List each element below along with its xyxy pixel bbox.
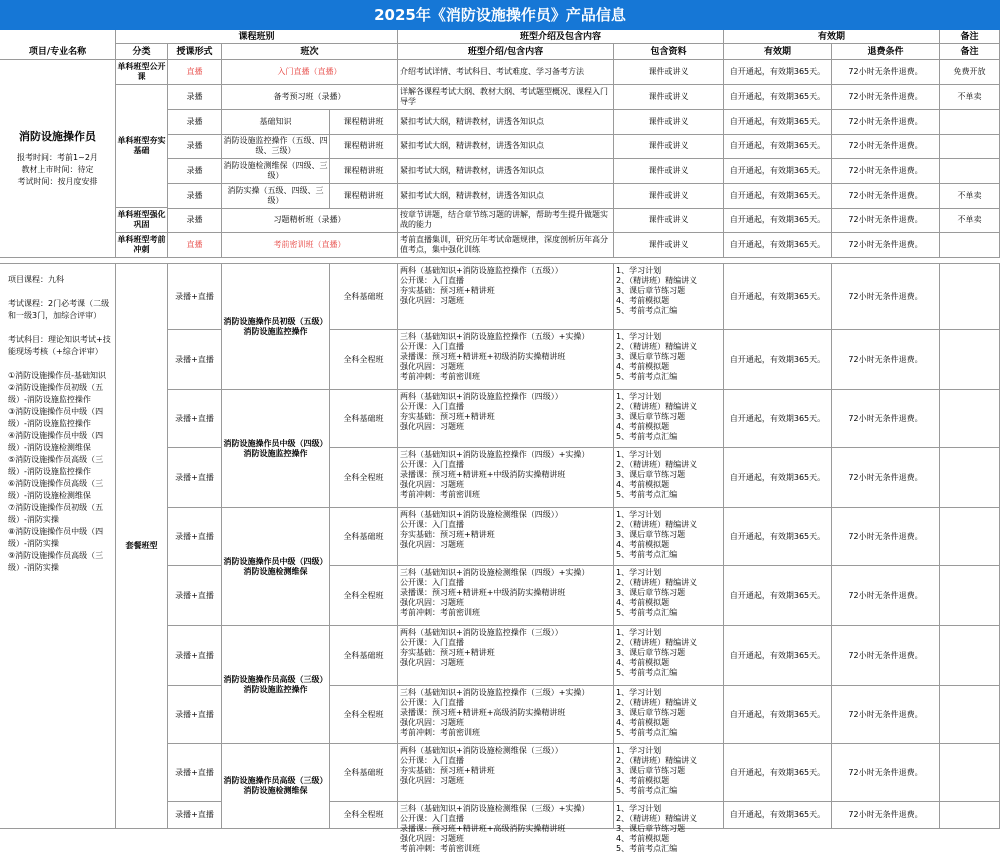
package-mode-cell: 录播+直播: [168, 330, 222, 390]
package-class-cell: 全科基础班: [330, 744, 398, 802]
package-refund-cell: 72小时无条件退费。: [832, 802, 940, 829]
package-remark-cell: [940, 686, 1000, 744]
package-validity-cell: 自开通起，有效期365天。: [724, 566, 832, 626]
package-group-name: 消防设施操作员高级（三级） 消防设施监控操作: [222, 626, 330, 744]
class-cell: 考前密训班（直播）: [222, 233, 398, 258]
mode-cell: 直播: [168, 60, 222, 85]
project-name: 消防设施操作员: [19, 129, 96, 143]
mode-cell: 录播: [168, 184, 222, 209]
intro-cell: 考前直播集训，研究历年考试命题规律，深度剖析历年高分值考点，集中强化训练: [398, 233, 614, 258]
package-refund-cell: 72小时无条件退费。: [832, 330, 940, 390]
refund-cell: 72小时无条件退费。: [832, 110, 940, 135]
class-cell: 入门直播（直播）: [222, 60, 398, 85]
intro-cell: 详解各课程考试大纲、教材大纲、考试题型概况、课程入门导学: [398, 85, 614, 110]
intro-cell: 紧扣考试大纲，精讲教材，讲透各知识点: [398, 134, 614, 159]
package-remark-cell: [940, 744, 1000, 802]
package-class-cell: 全科基础班: [330, 508, 398, 566]
package-mode-cell: 录播+直播: [168, 508, 222, 566]
class-cell: 习题精析班（录播）: [222, 208, 398, 233]
package-refund-cell: 72小时无条件退费。: [832, 448, 940, 508]
package-intro-cell: 两科（基础知识+消防设施检测维保（四级）） 公开课：入门直播 夯实基础：预习班+精讲班 强化巩固：习题班: [398, 508, 614, 566]
package-validity-cell: 自开通起，有效期365天。: [724, 508, 832, 566]
category-package: 套餐班型: [116, 264, 168, 829]
intro-cell: 介绍考试详情、考试科目、考试难度、学习备考方法: [398, 60, 614, 85]
class-sub-cell: 课程精讲班: [330, 110, 398, 135]
col-header-project: 项目/专业名称: [0, 44, 116, 60]
package-remark-cell: [940, 264, 1000, 330]
col-header-class: 班次: [222, 44, 398, 60]
materials-cell: 课件或讲义: [614, 208, 724, 233]
blank-group-header: [0, 30, 116, 44]
package-validity-cell: 自开通起，有效期365天。: [724, 626, 832, 686]
intro-cell: 紧扣考试大纲，精讲教材，讲透各知识点: [398, 184, 614, 209]
package-materials-cell: 1、学习计划 2、（精讲班）精编讲义 3、课后章节练习题 4、考前模拟题 5、考前考点汇编: [614, 508, 724, 566]
package-mode-cell: 录播+直播: [168, 566, 222, 626]
intro-cell: 紧扣考试大纲，精讲教材，讲透各知识点: [398, 159, 614, 184]
refund-cell: 72小时无条件退费。: [832, 208, 940, 233]
class-cell: 消防实操（五级、四级、三级）: [222, 184, 330, 209]
package-refund-cell: 72小时无条件退费。: [832, 264, 940, 330]
refund-cell: 72小时无条件退费。: [832, 233, 940, 258]
validity-cell: 自开通起，有效期365天。: [724, 233, 832, 258]
col-header-refund: 退费条件: [832, 44, 940, 60]
package-mode-cell: 录播+直播: [168, 448, 222, 508]
mode-cell: 录播: [168, 159, 222, 184]
package-remark-cell: [940, 566, 1000, 626]
package-class-cell: 全科基础班: [330, 264, 398, 330]
class-sub-cell: 课程精讲班: [330, 184, 398, 209]
remark-cell: 不单卖: [940, 85, 1000, 110]
category-strengthen: 单科班型强化巩固: [116, 208, 168, 233]
remark-cell: 不单卖: [940, 208, 1000, 233]
package-mode-cell: 录播+直播: [168, 802, 222, 829]
package-remark-cell: [940, 508, 1000, 566]
package-remark-cell: [940, 330, 1000, 390]
materials-cell: 课件或讲义: [614, 159, 724, 184]
package-intro-cell: 两科（基础知识+消防设施监控操作（三级）） 公开课：入门直播 夯实基础：预习班+精讲班 强化巩固：习题班: [398, 626, 614, 686]
package-materials-cell: 1、学习计划 2、（精讲班）精编讲义 3、课后章节练习题 4、考前模拟题 5、考前考点汇编: [614, 390, 724, 448]
package-intro-cell: 三科（基础知识+消防设施监控操作（三级）+实操） 公开课：入门直播 录播课：预习班+精讲班+高级消防实操精讲班 强化巩固：习题班 考前冲刺：考前密训班: [398, 686, 614, 744]
category-open: 单科班型公开课: [116, 60, 168, 85]
package-mode-cell: 录播+直播: [168, 686, 222, 744]
package-class-cell: 全科基础班: [330, 390, 398, 448]
project-info: 报考时间：考前1~2月 教材上市时间：待定 考试时间：按月度安排: [17, 152, 98, 186]
materials-cell: 课件或讲义: [614, 110, 724, 135]
package-group-name: 消防设施操作员初级（五级） 消防设施监控操作: [222, 264, 330, 390]
package-mode-cell: 录播+直播: [168, 626, 222, 686]
refund-cell: 72小时无条件退费。: [832, 184, 940, 209]
col-header-validity: 有效期: [724, 44, 832, 60]
package-validity-cell: 自开通起，有效期365天。: [724, 686, 832, 744]
group-header-classes: 课程班别: [116, 30, 398, 44]
refund-cell: 72小时无条件退费。: [832, 85, 940, 110]
col-header-materials: 包含资料: [614, 44, 724, 60]
group-header-intro: 班型介绍及包含内容: [398, 30, 724, 44]
package-mode-cell: 录播+直播: [168, 390, 222, 448]
package-class-cell: 全科全程班: [330, 330, 398, 390]
project-details: 项目课程：九科 考试课程：2门必考课（二级和一级3门，加综合评审） 考试科目：理论知识考试+技能现场考核（+综合评审） ①消防设施操作员-基础知识 ②消防设施操作员初级（五级）-消防设施监控操作 ③消防设施操作员中级（四级）-消防设施监控操作 ④消防设施操作员中级（四级）-消防设施检测维保 ⑤消防设施操作员高级（三级）-消防设施监控操作 ⑥消防设施操作员高级（三级）-消防设施检测维保 ⑦消防设施操作员初级（五级）-消防实操 ⑧消防设施操作员中级（四级）-消防实操 ⑨消防设施操作员高级（三级）-消防实操: [0, 264, 116, 829]
materials-cell: 课件或讲义: [614, 233, 724, 258]
remark-cell: [940, 134, 1000, 159]
package-group-name: 消防设施操作员中级（四级） 消防设施检测维保: [222, 508, 330, 626]
remark-cell: 免费开放: [940, 60, 1000, 85]
package-validity-cell: 自开通起，有效期365天。: [724, 802, 832, 829]
package-materials-cell: 1、学习计划 2、（精讲班）精编讲义 3、课后章节练习题 4、考前模拟题 5、考前考点汇编: [614, 566, 724, 626]
mode-cell: 直播: [168, 233, 222, 258]
package-remark-cell: [940, 448, 1000, 508]
package-remark-cell: [940, 390, 1000, 448]
package-class-cell: 全科全程班: [330, 686, 398, 744]
validity-cell: 自开通起，有效期365天。: [724, 85, 832, 110]
package-materials-cell: 1、学习计划 2、（精讲班）精编讲义 3、课后章节练习题 4、考前模拟题 5、考前考点汇编: [614, 802, 724, 829]
package-validity-cell: 自开通起，有效期365天。: [724, 744, 832, 802]
package-validity-cell: 自开通起，有效期365天。: [724, 330, 832, 390]
package-materials-cell: 1、学习计划 2、（精讲班）精编讲义 3、课后章节练习题 4、考前模拟题 5、考前考点汇编: [614, 686, 724, 744]
mode-cell: 录播: [168, 110, 222, 135]
package-materials-cell: 1、学习计划 2、（精讲班）精编讲义 3、课后章节练习题 4、考前模拟题 5、考前考点汇编: [614, 626, 724, 686]
class-cell: 基础知识: [222, 110, 330, 135]
package-validity-cell: 自开通起，有效期365天。: [724, 390, 832, 448]
class-sub-cell: 课程精讲班: [330, 134, 398, 159]
package-class-cell: 全科基础班: [330, 626, 398, 686]
class-cell: 消防设施监控操作（五级、四级、三级）: [222, 134, 330, 159]
remark-cell: [940, 110, 1000, 135]
mode-cell: 录播: [168, 134, 222, 159]
package-intro-cell: 三科（基础知识+消防设施监控操作（五级）+实操） 公开课：入门直播 录播课：预习班+精讲班+初级消防实操精讲班 强化巩固：习题班 考前冲刺：考前密训班: [398, 330, 614, 390]
group-header-validity: 有效期: [724, 30, 940, 44]
col-header-remarks: 备注: [940, 44, 1000, 60]
remark-cell: [940, 233, 1000, 258]
validity-cell: 自开通起，有效期365天。: [724, 159, 832, 184]
package-intro-cell: 两科（基础知识+消防设施监控操作（五级）） 公开课：入门直播 夯实基础：预习班+精讲班 强化巩固：习题班: [398, 264, 614, 330]
package-mode-cell: 录播+直播: [168, 744, 222, 802]
package-materials-cell: 1、学习计划 2、（精讲班）精编讲义 3、课后章节练习题 4、考前模拟题 5、考前考点汇编: [614, 264, 724, 330]
package-refund-cell: 72小时无条件退费。: [832, 390, 940, 448]
package-materials-cell: 1、学习计划 2、（精讲班）精编讲义 3、课后章节练习题 4、考前模拟题 5、考前考点汇编: [614, 448, 724, 508]
package-refund-cell: 72小时无条件退费。: [832, 508, 940, 566]
page-title: 2025年《消防设施操作员》产品信息: [0, 0, 1000, 30]
mode-cell: 录播: [168, 208, 222, 233]
package-intro-cell: 三科（基础知识+消防设施监控操作（四级）+实操） 公开课：入门直播 录播课：预习班+精讲班+中级消防实操精讲班 强化巩固：习题班 考前冲刺：考前密训班: [398, 448, 614, 508]
package-class-cell: 全科全程班: [330, 802, 398, 829]
package-intro-cell: 三科（基础知识+消防设施检测维保（四级）+实操） 公开课：入门直播 录播课：预习班+精讲班+中级消防实操精讲班 强化巩固：习题班 考前冲刺：考前密训班: [398, 566, 614, 626]
package-intro-cell: 三科（基础知识+消防设施检测维保（三级）+实操） 公开课：入门直播 录播课：预习班+精讲班+高级消防实操精讲班 强化巩固：习题班 考前冲刺：考前密训班: [398, 802, 614, 829]
intro-cell: 紧扣考试大纲，精讲教材，讲透各知识点: [398, 110, 614, 135]
validity-cell: 自开通起，有效期365天。: [724, 208, 832, 233]
refund-cell: 72小时无条件退费。: [832, 159, 940, 184]
validity-cell: 自开通起，有效期365天。: [724, 110, 832, 135]
package-mode-cell: 录播+直播: [168, 264, 222, 330]
package-validity-cell: 自开通起，有效期365天。: [724, 264, 832, 330]
package-intro-cell: 两科（基础知识+消防设施检测维保（三级）） 公开课：入门直播 夯实基础：预习班+精讲班 强化巩固：习题班: [398, 744, 614, 802]
col-header-mode: 授课形式: [168, 44, 222, 60]
refund-cell: 72小时无条件退费。: [832, 60, 940, 85]
package-refund-cell: 72小时无条件退费。: [832, 744, 940, 802]
package-remark-cell: [940, 802, 1000, 829]
class-cell: 消防设施检测维保（四级、三级）: [222, 159, 330, 184]
col-header-intro: 班型介绍/包含内容: [398, 44, 614, 60]
validity-cell: 自开通起，有效期365天。: [724, 60, 832, 85]
refund-cell: 72小时无条件退费。: [832, 134, 940, 159]
package-refund-cell: 72小时无条件退费。: [832, 686, 940, 744]
package-refund-cell: 72小时无条件退费。: [832, 626, 940, 686]
package-group-name: 消防设施操作员中级（四级） 消防设施监控操作: [222, 390, 330, 508]
package-validity-cell: 自开通起，有效期365天。: [724, 448, 832, 508]
package-materials-cell: 1、学习计划 2、（精讲班）精编讲义 3、课后章节练习题 4、考前模拟题 5、考前考点汇编: [614, 330, 724, 390]
package-class-cell: 全科全程班: [330, 448, 398, 508]
intro-cell: 按章节讲题，结合章节练习题的讲解，帮助考生提升做题实战的能力: [398, 208, 614, 233]
group-header-remarks: 备注: [940, 30, 1000, 44]
validity-cell: 自开通起，有效期365天。: [724, 184, 832, 209]
validity-cell: 自开通起，有效期365天。: [724, 134, 832, 159]
mode-cell: 录播: [168, 85, 222, 110]
class-sub-cell: 课程精讲班: [330, 159, 398, 184]
package-remark-cell: [940, 626, 1000, 686]
package-class-cell: 全科全程班: [330, 566, 398, 626]
package-refund-cell: 72小时无条件退费。: [832, 566, 940, 626]
materials-cell: 课件或讲义: [614, 134, 724, 159]
class-cell: 备考预习班（录播）: [222, 85, 398, 110]
category-solid: 单科班型夯实基础: [116, 85, 168, 208]
remark-cell: 不单卖: [940, 184, 1000, 209]
materials-cell: 课件或讲义: [614, 60, 724, 85]
col-header-category: 分类: [116, 44, 168, 60]
package-intro-cell: 两科（基础知识+消防设施监控操作（四级）） 公开课：入门直播 夯实基础：预习班+精讲班 强化巩固：习题班: [398, 390, 614, 448]
project-cell: [0, 60, 116, 258]
package-group-name: 消防设施操作员高级（三级） 消防设施检测维保: [222, 744, 330, 829]
materials-cell: 课件或讲义: [614, 184, 724, 209]
materials-cell: 课件或讲义: [614, 85, 724, 110]
category-sprint: 单科班型考前冲刺: [116, 233, 168, 258]
remark-cell: [940, 159, 1000, 184]
package-materials-cell: 1、学习计划 2、（精讲班）精编讲义 3、课后章节练习题 4、考前模拟题 5、考前考点汇编: [614, 744, 724, 802]
